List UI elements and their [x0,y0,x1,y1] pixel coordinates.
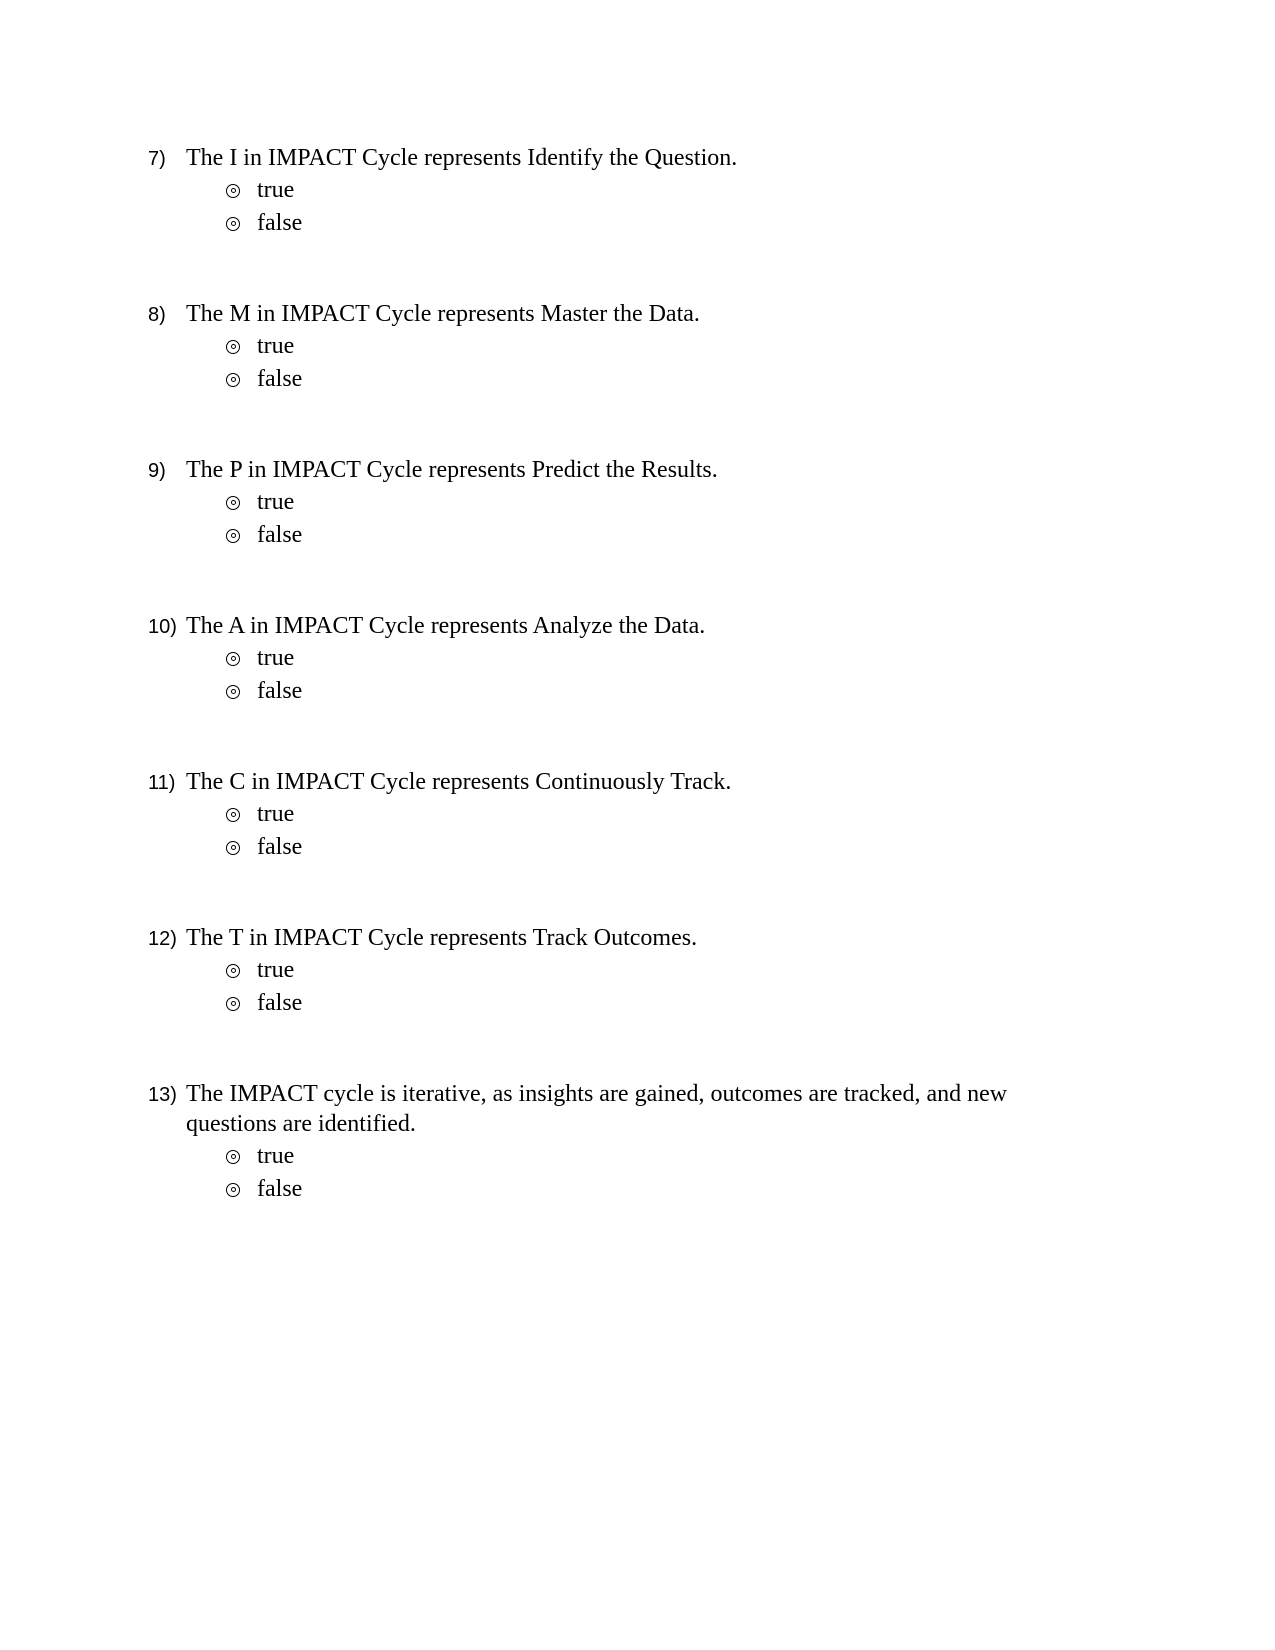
option-true[interactable] [226,1140,1068,1173]
answer-options [226,1140,1068,1206]
radio-button-icon[interactable] [226,1150,240,1164]
radio-button-icon[interactable] [226,1183,240,1197]
question-text: The P in IMPACT Cycle represents Predict the Results. [186,457,718,483]
question-number: 7) [148,148,166,170]
option-false[interactable] [226,831,1068,864]
question-7 [148,143,1068,240]
question-9 [148,455,1068,552]
radio-button-icon[interactable] [226,340,240,354]
option-label: true [257,645,295,671]
question-text: The T in IMPACT Cycle represents Track Outcomes. [186,925,698,951]
option-true[interactable] [226,330,1068,363]
question-text: The I in IMPACT Cycle represents Identify the Question. [186,145,738,171]
option-label: false [257,210,303,236]
radio-button-icon[interactable] [226,373,240,387]
option-false[interactable] [226,675,1068,708]
option-label: false [257,366,303,392]
radio-button-icon[interactable] [226,685,240,699]
option-label: false [257,678,303,704]
option-label: true [257,489,295,515]
question-11 [148,767,1068,864]
question-10 [148,611,1068,708]
option-true[interactable] [226,486,1068,519]
question-13 [148,1079,1068,1206]
option-label: true [257,1143,295,1169]
answer-options [226,330,1068,396]
radio-button-icon[interactable] [226,184,240,198]
option-false[interactable] [226,207,1068,240]
option-false[interactable] [226,987,1068,1020]
question-text: The A in IMPACT Cycle represents Analyze the Data. [186,613,706,639]
option-true[interactable] [226,798,1068,831]
option-true[interactable] [226,174,1068,207]
question-number: 10) [148,616,177,638]
answer-options [226,486,1068,552]
option-label: false [257,522,303,548]
question-number: 12) [148,928,177,950]
radio-button-icon[interactable] [226,841,240,855]
question-number: 9) [148,460,166,482]
answer-options [226,174,1068,240]
option-true[interactable] [226,954,1068,987]
radio-button-icon[interactable] [226,496,240,510]
question-number: 11) [148,772,176,794]
radio-button-icon[interactable] [226,997,240,1011]
answer-options [226,798,1068,864]
radio-button-icon[interactable] [226,652,240,666]
option-true[interactable] [226,642,1068,675]
option-label: true [257,333,295,359]
question-text: The M in IMPACT Cycle represents Master the Data. [186,301,700,327]
radio-button-icon[interactable] [226,808,240,822]
option-label: false [257,990,303,1016]
question-text: The C in IMPACT Cycle represents Continuously Track. [186,769,732,795]
radio-button-icon[interactable] [226,964,240,978]
option-false[interactable] [226,519,1068,552]
answer-options [226,642,1068,708]
question-number: 13) [148,1084,177,1106]
question-12 [148,923,1068,1020]
option-label: false [257,1176,303,1202]
option-label: true [257,801,295,827]
question-number: 8) [148,304,166,326]
question-8 [148,299,1068,396]
option-label: true [257,177,295,203]
option-false[interactable] [226,363,1068,396]
radio-button-icon[interactable] [226,217,240,231]
radio-button-icon[interactable] [226,529,240,543]
question-text: The IMPACT cycle is iterative, as insights are gained, outcomes are tracked, and new questions are identified. [186,1081,1008,1137]
option-false[interactable] [226,1173,1068,1206]
option-label: false [257,834,303,860]
answer-options [226,954,1068,1020]
option-label: true [257,957,295,983]
